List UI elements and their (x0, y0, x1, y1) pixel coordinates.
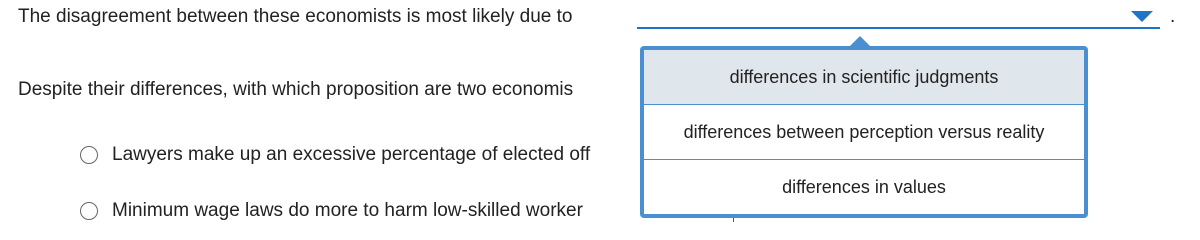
answer-dropdown[interactable] (637, 27, 1160, 29)
radio-option-minimum-wage[interactable] (80, 199, 640, 223)
radio-option-lawyers[interactable] (80, 143, 640, 167)
dropdown-options-popup (640, 46, 1088, 218)
radio-option-label: Minimum wage laws do more to harm low-skilled worker (112, 200, 583, 221)
radio-button-icon[interactable] (80, 146, 98, 164)
dropdown-option-scientific-judgments[interactable]: differences in scientific judgments (644, 50, 1084, 105)
question-1-prompt: The disagreement between these economists is most likely due to (18, 6, 573, 27)
popup-pointer-icon (850, 36, 870, 46)
dropdown-option-values[interactable]: differences in values (782, 176, 946, 197)
question-2-prompt: Despite their differences, with which proposition are two economis (18, 79, 574, 100)
question-1-period: . (1170, 6, 1176, 27)
radio-option-label: Lawyers make up an excessive percentage of elected off (112, 144, 591, 165)
caret-down-icon[interactable] (1131, 11, 1153, 22)
dropdown-option-perception-reality[interactable]: differences between perception versus reality (644, 105, 1084, 160)
radio-button-icon[interactable] (80, 202, 98, 220)
